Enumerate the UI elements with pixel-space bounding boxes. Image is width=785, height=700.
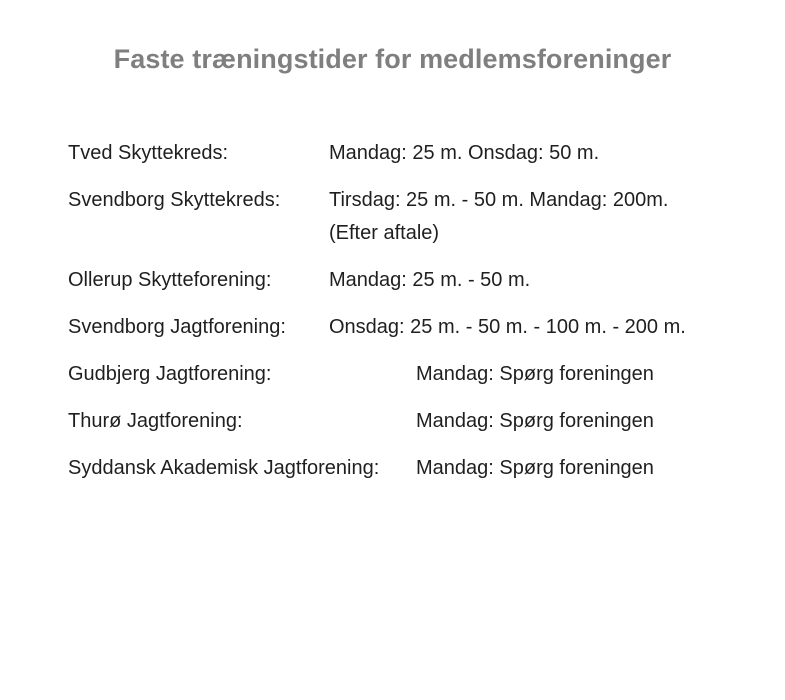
- club-name: Tved Skyttekreds:: [68, 142, 229, 164]
- club-name: Thurø Jagtforening:: [68, 410, 243, 432]
- club-schedule: [329, 184, 668, 250]
- club-schedule: Mandag: 25 m. - 50 m.: [329, 269, 531, 291]
- club-schedule: Mandag: 25 m. Onsdag: 50 m.: [329, 142, 600, 164]
- club-schedule-note: (Efter aftale): [329, 222, 440, 244]
- club-name: Ollerup Skytteforening:: [68, 269, 272, 291]
- club-schedule: Onsdag: 25 m. - 50 m. - 100 m. - 200 m.: [329, 316, 686, 338]
- club-name: Gudbjerg Jagtforening:: [68, 363, 272, 385]
- club-name: Svendborg Jagtforening:: [68, 316, 286, 338]
- club-schedule: Mandag: Spørg foreningen: [416, 363, 654, 385]
- club-schedule-line: Tirsdag: 25 m. - 50 m. Mandag: 200m.: [329, 189, 669, 211]
- page-title: Faste træningstider for medlemsforeninger: [113, 44, 672, 74]
- club-schedule: Mandag: Spørg foreningen: [416, 410, 654, 432]
- club-name: Syddansk Akademisk Jagtforening:: [68, 457, 380, 479]
- club-schedule: Mandag: Spørg foreningen: [416, 457, 654, 479]
- club-name: Svendborg Skyttekreds:: [68, 189, 281, 211]
